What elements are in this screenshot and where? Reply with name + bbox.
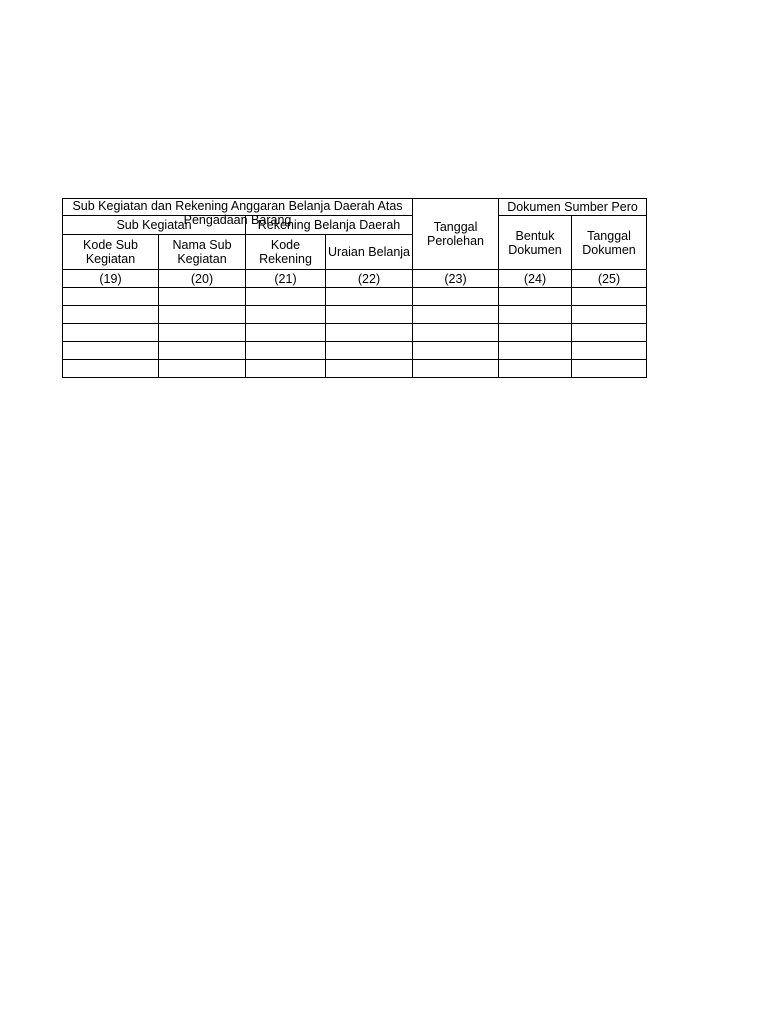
- table-cell[interactable]: [572, 288, 647, 306]
- header-row-1: [63, 199, 647, 216]
- table-cell[interactable]: [326, 288, 413, 306]
- table-cell[interactable]: [159, 342, 246, 360]
- asset-acquisition-table: [62, 198, 647, 378]
- tanggal-dokumen-header[interactable]: Tanggal Dokumen: [572, 216, 647, 270]
- table-cell[interactable]: [499, 324, 572, 342]
- tanggal-perolehan-header[interactable]: Tanggal Perolehan: [413, 199, 499, 270]
- table-cell[interactable]: [159, 288, 246, 306]
- table-cell[interactable]: [413, 360, 499, 378]
- table-row: [63, 360, 647, 378]
- table-cell[interactable]: [63, 324, 159, 342]
- table-cell[interactable]: [326, 324, 413, 342]
- table-cell[interactable]: [246, 324, 326, 342]
- table-cell[interactable]: [63, 288, 159, 306]
- table-cell[interactable]: [63, 342, 159, 360]
- bentuk-dokumen-header[interactable]: Bentuk Dokumen: [499, 216, 572, 270]
- column-number[interactable]: (20): [159, 270, 246, 288]
- table-cell[interactable]: [413, 306, 499, 324]
- table-cell[interactable]: [499, 288, 572, 306]
- table-row: [63, 288, 647, 306]
- rekening-group-header[interactable]: Rekening Belanja Daerah: [246, 216, 413, 235]
- kode-rekening-header[interactable]: Kode Rekening: [246, 235, 326, 270]
- table-cell[interactable]: [326, 306, 413, 324]
- table-cell[interactable]: [413, 342, 499, 360]
- column-number[interactable]: (21): [246, 270, 326, 288]
- table-cell[interactable]: [572, 324, 647, 342]
- table-cell[interactable]: [572, 342, 647, 360]
- column-number[interactable]: (25): [572, 270, 647, 288]
- column-number-row: [63, 270, 647, 288]
- column-number[interactable]: (19): [63, 270, 159, 288]
- table-cell[interactable]: [413, 288, 499, 306]
- table-cell[interactable]: [246, 342, 326, 360]
- uraian-belanja-header[interactable]: Uraian Belanja: [326, 235, 413, 270]
- sub-kegiatan-group-header[interactable]: Sub Kegiatan: [63, 216, 246, 235]
- table-cell[interactable]: [499, 306, 572, 324]
- table-cell[interactable]: [413, 324, 499, 342]
- table-cell[interactable]: [63, 306, 159, 324]
- table-row: [63, 306, 647, 324]
- nama-sub-kegiatan-header[interactable]: Nama Sub Kegiatan: [159, 235, 246, 270]
- table-cell[interactable]: [159, 324, 246, 342]
- table-title: Sub Kegiatan dan Rekening Anggaran Belanja Daerah Atas Pengadaan Barang: [72, 199, 403, 227]
- table-cell[interactable]: [159, 360, 246, 378]
- dokumen-sumber-header[interactable]: Dokumen Sumber Pero: [499, 199, 647, 216]
- column-number[interactable]: (23): [413, 270, 499, 288]
- table-cell[interactable]: [326, 360, 413, 378]
- table-cell[interactable]: [246, 360, 326, 378]
- column-number[interactable]: (24): [499, 270, 572, 288]
- table-cell[interactable]: [246, 288, 326, 306]
- table-row: [63, 342, 647, 360]
- table-cell[interactable]: [499, 360, 572, 378]
- table-cell[interactable]: [63, 360, 159, 378]
- table-cell[interactable]: [246, 306, 326, 324]
- spreadsheet-area: [62, 198, 646, 383]
- table-cell[interactable]: [572, 360, 647, 378]
- table-cell[interactable]: [572, 306, 647, 324]
- column-number[interactable]: (22): [326, 270, 413, 288]
- table-row: [63, 324, 647, 342]
- table-cell[interactable]: [159, 306, 246, 324]
- table-cell[interactable]: [326, 342, 413, 360]
- table-cell[interactable]: [499, 342, 572, 360]
- kode-sub-kegiatan-header[interactable]: Kode Sub Kegiatan: [63, 235, 159, 270]
